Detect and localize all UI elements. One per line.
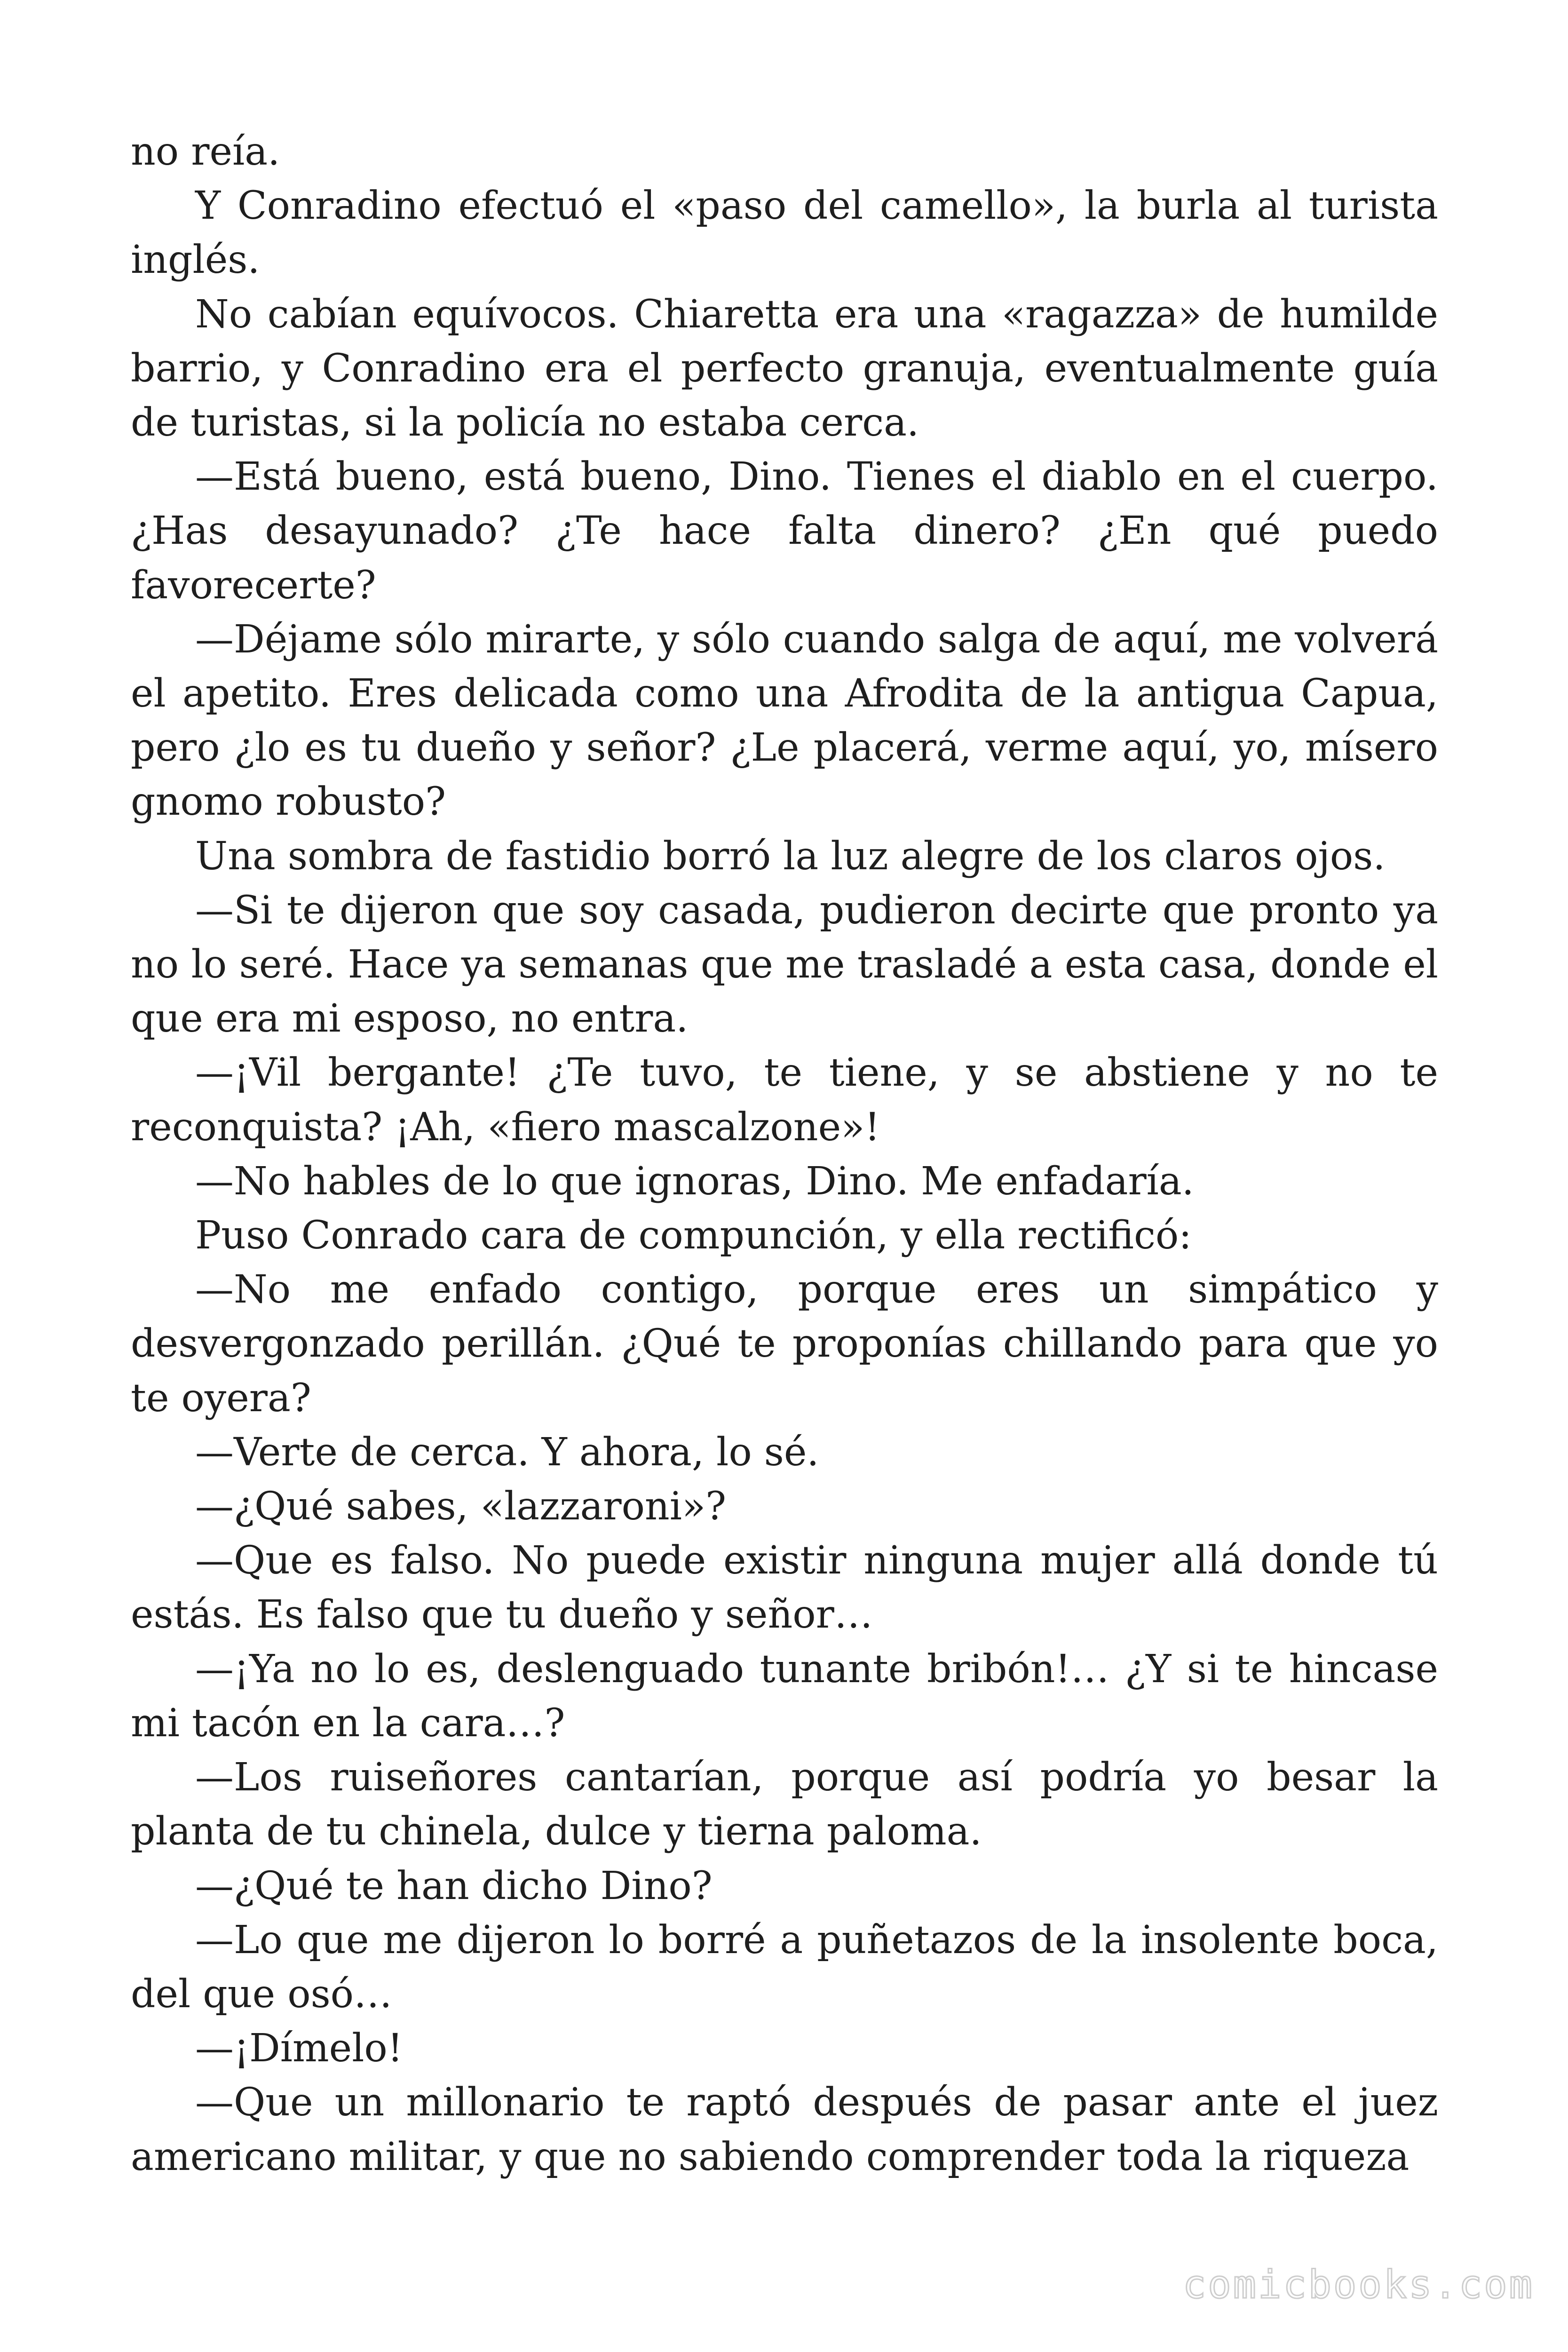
- paragraph: —¡Dímelo!: [195, 2026, 403, 2071]
- watermark: comicbooks.com: [1182, 2263, 1534, 2307]
- paragraph: —Que es falso. No puede existir ninguna mujer allá donde tú estás. Es falso que tu dueño y señor…: [131, 1538, 1438, 1637]
- paragraph: —¡Ya no lo es, deslenguado tunante bribón!… ¿Y si te hincase mi tacón en la cara…?: [131, 1646, 1438, 1746]
- paragraph: —¿Qué sabes, «lazzaroni»?: [195, 1484, 727, 1529]
- paragraph: —No me enfado contigo, porque eres un simpático y desvergonzado perillán. ¿Qué te proponías chillando para que yo te oyera?: [131, 1267, 1438, 1421]
- paragraph: —Si te dijeron que soy casada, pudieron decirte que pronto ya no lo seré. Hace ya semanas que me trasladé a esta casa, donde el que era mi esposo, no entra.: [131, 888, 1438, 1041]
- paragraph: Una sombra de fastidio borró la luz alegre de los claros ojos.: [195, 834, 1386, 879]
- paragraph: —Lo que me dijeron lo borré a puñetazos de la insolente boca, del que osó…: [131, 1917, 1438, 2017]
- page-text: [131, 125, 1438, 2184]
- paragraph: —¡Vil bergante! ¿Te tuvo, te tiene, y se abstiene y no te reconquista? ¡Ah, «fiero mascalzone»!: [131, 1050, 1438, 1150]
- paragraph: —Los ruiseñores cantarían, porque así podría yo besar la planta de tu chinela, dulce y tierna paloma.: [131, 1755, 1438, 1854]
- paragraph: —Que un millonario te raptó después de pasar ante el juez americano militar, y que no sabiendo comprender toda la riqueza: [131, 2080, 1438, 2179]
- paragraph: —Está bueno, está bueno, Dino. Tienes el diablo en el cuerpo. ¿Has desayunado? ¿Te hace falta dinero? ¿En qué puedo favorecerte?: [131, 454, 1438, 608]
- paragraph: Puso Conrado cara de compunción, y ella rectificó:: [195, 1213, 1192, 1258]
- paragraph: Y Conradino efectuó el «paso del camello», la burla al turista inglés.: [131, 183, 1438, 283]
- paragraph: —Verte de cerca. Y ahora, lo sé.: [195, 1430, 819, 1475]
- paragraph: —No hables de lo que ignoras, Dino. Me enfadaría.: [195, 1159, 1194, 1204]
- paragraph: No cabían equívocos. Chiaretta era una «ragazza» de humilde barrio, y Conradino era el perfecto granuja, eventualmente guía de turistas, si la policía no estaba cerca.: [131, 292, 1438, 445]
- paragraph: no reía.: [131, 129, 280, 174]
- paragraph: —Déjame sólo mirarte, y sólo cuando salga de aquí, me volverá el apetito. Eres delicada como una Afrodita de la antigua Capua, pero ¿lo es tu dueño y señor? ¿Le placerá, verme aquí, yo, mísero gnomo robusto?: [131, 617, 1438, 825]
- paragraph: —¿Qué te han dicho Dino?: [195, 1863, 713, 1908]
